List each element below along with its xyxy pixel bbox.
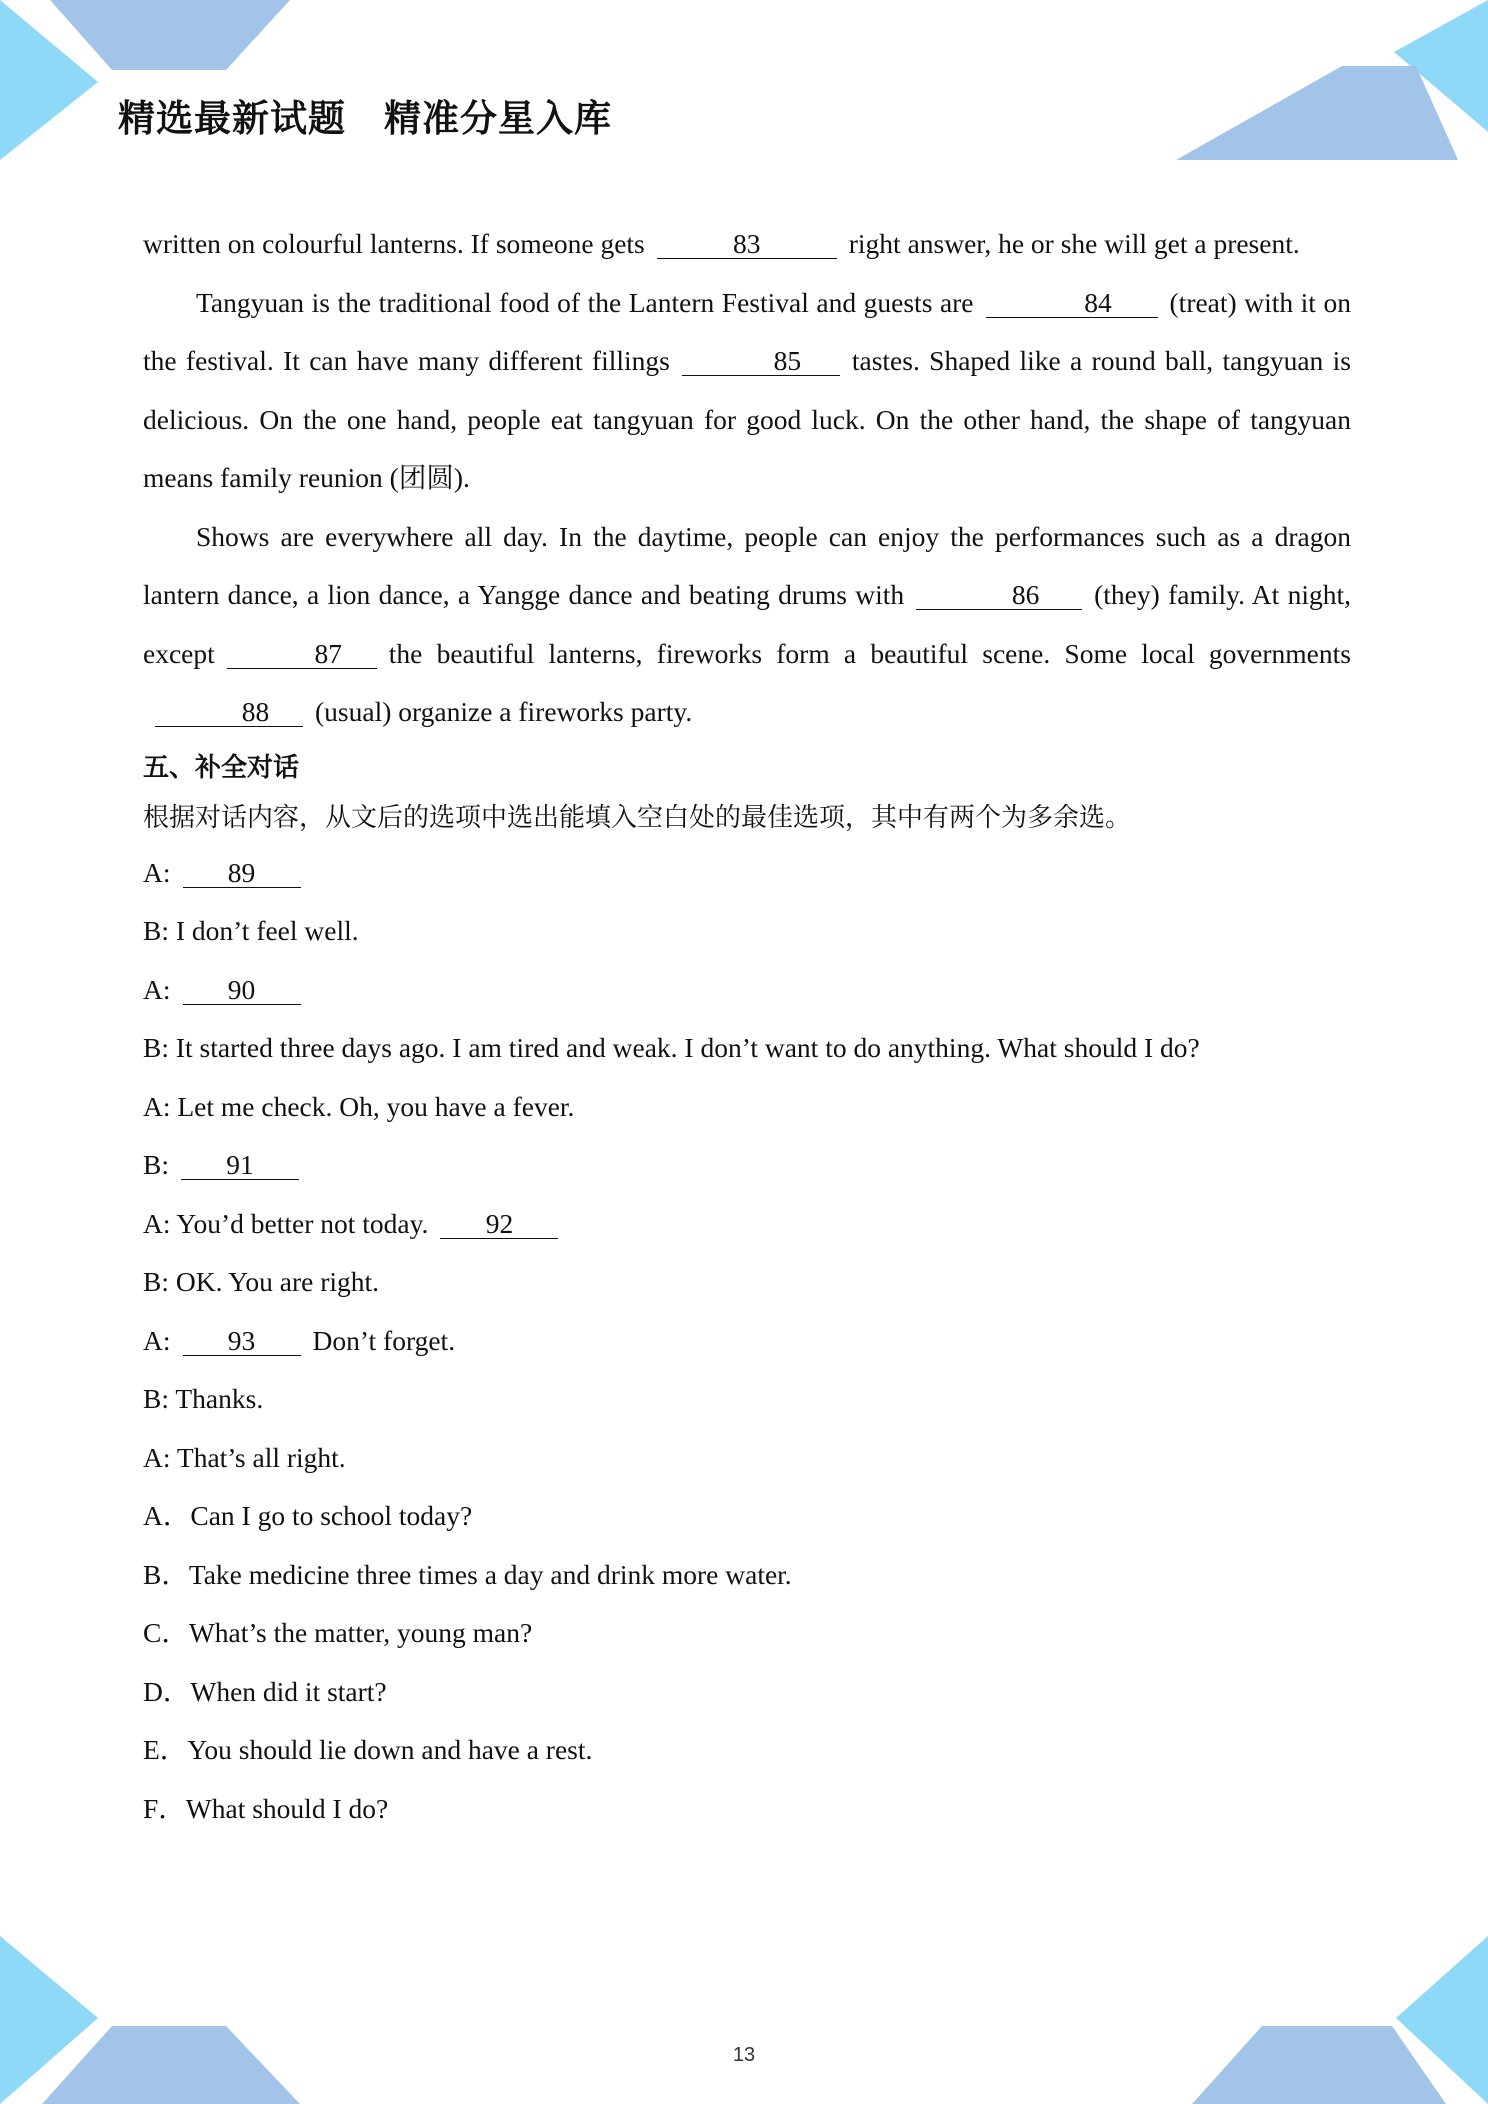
p2-text-2: (treat) with it on the festival. It can have many different fillings	[143, 286, 1351, 376]
header-title: 精选最新试题 精准分星入库	[118, 97, 612, 140]
option-letter: C．	[143, 1617, 189, 1648]
blank-88: 88	[155, 699, 303, 727]
speaker: A:	[143, 1441, 171, 1473]
speaker: A:	[143, 973, 171, 1005]
p2-text-3: tastes. Shaped like a round ball, tangyuan is delicious. On the one hand, people eat tangyuan for good luck. On the other hand, the shape of tangyuan means family reunion (团圆).	[143, 345, 1351, 493]
option-text: When did it start?	[190, 1675, 387, 1707]
option-letter: B．	[143, 1558, 189, 1590]
blank-93: 93	[183, 1328, 301, 1356]
speaker: B:	[143, 1032, 169, 1063]
dialogue-text: I don’t feel well.	[175, 915, 359, 946]
section-title: 五、补全对话	[143, 752, 300, 783]
dialogue-line	[143, 1078, 1351, 1137]
blank-91: 91	[181, 1152, 299, 1180]
dialogue-line	[143, 902, 1351, 961]
blank-92: 92	[440, 1211, 558, 1239]
option-item	[143, 1546, 1351, 1605]
speaker: B:	[143, 1266, 169, 1297]
speaker: B:	[143, 915, 169, 946]
top-right-trapezoid	[1176, 66, 1458, 160]
option-text: What should I do?	[185, 1792, 389, 1824]
dialogue-line	[143, 1370, 1351, 1429]
dialogue-text: Thanks.	[175, 1383, 264, 1414]
blank-87: 87	[227, 641, 377, 669]
speaker: B:	[143, 1149, 169, 1180]
option-text: Take medicine three times a day and drink more water.	[188, 1558, 792, 1590]
document-body	[143, 215, 1351, 1838]
p1-text-after: right answer, he or she will get a present.	[848, 228, 1300, 259]
option-letter: F．	[143, 1792, 186, 1824]
p2-text-1: Tangyuan is the traditional food of the Lantern Festival and guests are	[196, 286, 974, 318]
option-text: Can I go to school today?	[190, 1500, 473, 1531]
p3-text-4: (usual) organize a fireworks party.	[315, 696, 693, 727]
speaker: A:	[143, 856, 171, 888]
speaker: B:	[143, 1383, 169, 1414]
option-item	[143, 1604, 1351, 1663]
options-list	[143, 1487, 1351, 1838]
option-item	[143, 1721, 1351, 1780]
blank-83: 83	[657, 231, 837, 259]
blank-86: 86	[916, 582, 1082, 610]
option-item	[143, 1663, 1351, 1722]
dialogue-text: Let me check. Oh, you have a fever.	[177, 1090, 575, 1122]
option-item	[143, 1487, 1351, 1546]
option-letter: D．	[143, 1675, 191, 1707]
dialogue-text: That’s all right.	[176, 1441, 346, 1473]
blank-85: 85	[682, 348, 840, 376]
dialogue-text: It started three days ago. I am tired and weak. I don’t want to do anything. What should I do?	[175, 1032, 1200, 1063]
dialogue-line	[143, 1195, 1351, 1254]
speaker: A:	[143, 1090, 171, 1122]
passage-paragraph-2	[143, 274, 1351, 508]
passage-paragraph-1	[143, 215, 1351, 274]
dialogue-text: OK. You are right.	[175, 1266, 380, 1297]
p3-text-1: Shows are everywhere all day. In the daytime, people can enjoy the performances such as a dragon lantern dance, a lion dance, a Yangge dance and beating drums with	[143, 520, 1351, 610]
speaker: A:	[143, 1324, 171, 1356]
option-text: What’s the matter, young man?	[188, 1617, 533, 1648]
dialogue-line	[143, 1429, 1351, 1488]
speaker: A:	[143, 1207, 171, 1239]
option-letter: A．	[143, 1500, 191, 1531]
dialogue-line	[143, 1312, 1351, 1371]
page-number: 13	[732, 2044, 756, 2066]
dialogue-line	[143, 1019, 1351, 1078]
dialogue-text: Don’t forget.	[312, 1324, 456, 1356]
top-left-trapezoid	[50, 0, 290, 70]
passage-paragraph-3	[143, 508, 1351, 742]
section-instruction: 根据对话内容，从文后的选项中选出能填入空白处的最佳选项，其中有两个为多余选。	[143, 802, 1132, 833]
p3-text-3: the beautiful lanterns, fireworks form a beautiful scene. Some local governments	[388, 637, 1351, 669]
p3-text-2: (they) family. At night, except	[143, 579, 1351, 669]
blank-89: 89	[183, 860, 301, 888]
p1-text-before: written on colourful lanterns. If someone gets	[143, 228, 645, 259]
option-letter: E．	[143, 1734, 188, 1765]
dialogue-line	[143, 1136, 1351, 1195]
option-item	[143, 1780, 1351, 1839]
dialogue-line	[143, 1253, 1351, 1312]
blank-84: 84	[986, 290, 1158, 318]
option-text: You should lie down and have a rest.	[187, 1734, 593, 1765]
dialogue	[143, 844, 1351, 1488]
dialogue-text: You’d better not today.	[176, 1207, 429, 1239]
dialogue-line	[143, 961, 1351, 1020]
dialogue-line	[143, 844, 1351, 903]
blank-90: 90	[183, 977, 301, 1005]
